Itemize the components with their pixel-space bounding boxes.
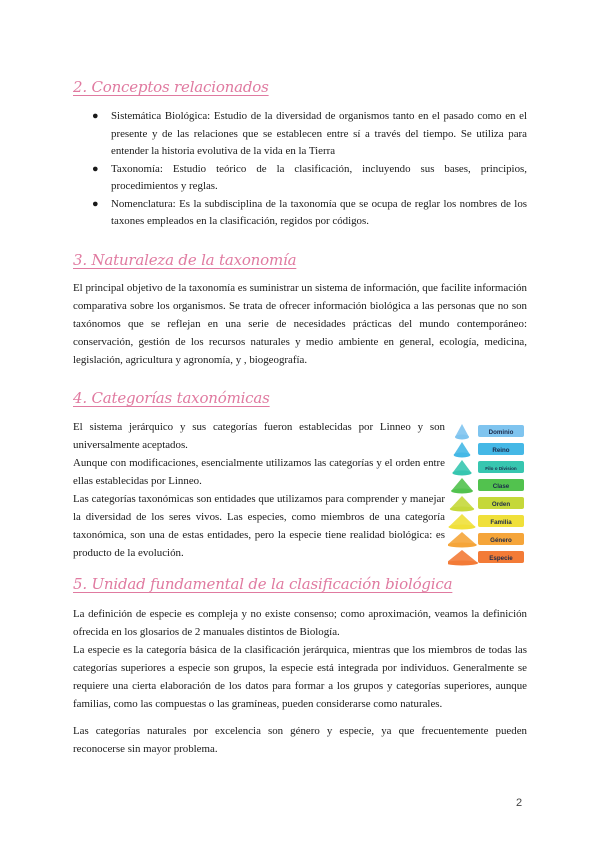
pyramid-label: Clase <box>492 483 510 490</box>
pyramid-layer-base <box>451 489 473 494</box>
concepts-list <box>92 108 527 231</box>
paragraph-unidad-1: La definición de especie es compleja y no existe consenso; como aproximación, veamos la definición ofrecida en los glosarios de 2 manuales distintos de Biología. <box>73 608 527 638</box>
pyramid-label: Género <box>490 537 512 544</box>
pyramid-layer-base <box>448 543 477 548</box>
paragraph-categorias-1: El sistema jerárquico y sus categorías fueron establecidas por Linneo y son universalmente aceptados. <box>73 421 445 451</box>
paragraph-unidad-2: La especie es la categoría básica de la clasificación jerárquica, mientras que los miembros de todas las categorías superiores a especie son grupos, la especie está integrada por individuos. Generalmente se requiere una cierta elaboración de los datos para formar a los grupos y categorías superiores, aunque familias, como las compuestas o las gramíneas, pueden considerarse como naturales. <box>73 644 527 710</box>
paragraph-naturaleza: El principal objetivo de la taxonomía es suministrar un sistema de información, que facilite información comparativa sobre los organismos. Se trata de ofrecer información biológica a las personas que no son taxónomos que se reflejan en una serie de necesidades prácticas del mundo contemporáneo: conservación, gestión de los recursos naturales y medio ambiente en general, ecología, medicina, legislación, agricultura y agronomía, y , biogeografía. <box>73 282 527 366</box>
paragraph-categorias-3: Las categorías taxonómicas son entidades que utilizamos para comprender y manejar la diversidad de los seres vivos. Las especies, como miembros de una categoría taxonómica, son una de estas entidades, pero la especie tiene realidad biológica: es producto de la evolución. <box>73 493 445 559</box>
pyramid-layer-base <box>449 525 476 530</box>
paragraph-categorias-2: Aunque con modificaciones, esencialmente utilizamos las categorías y el orden entre ellas establecidas por Linneo. <box>73 457 445 487</box>
section-title-unidad: 5. Unidad fundamental de la clasificación biológica <box>73 575 453 593</box>
paragraph-unidad-3: Las categorías naturales por excelencia son género y especie, ya que frecuentemente pueden reconocerse sin mayor problema. <box>73 725 527 755</box>
bullet-icon: ● <box>92 110 99 122</box>
section-title-conceptos: 2. Conceptos relacionados <box>73 78 269 96</box>
pyramid-label: Dominio <box>488 429 514 436</box>
bullet-icon: ● <box>92 197 99 210</box>
pyramid-layer-base <box>455 435 469 440</box>
bullet-icon: ● <box>92 162 99 175</box>
list-item: ● Taxonomía: Estudio teórico de la clasificación, incluyendo sus bases, principios, procedimientos y reglas. <box>92 162 527 192</box>
pyramid-label: Orden <box>491 501 511 508</box>
pyramid-label: Especie <box>489 555 513 562</box>
page-number: 2 <box>516 797 523 809</box>
pyramid-label: Familia <box>490 519 512 526</box>
pyramid-label: Reino <box>492 447 510 454</box>
pyramid-layer-base <box>450 507 474 512</box>
section-title-naturaleza: 3. Naturaleza de la taxonomía <box>73 251 297 269</box>
pyramid-layer-base <box>454 453 471 458</box>
list-item: ● Sistemática Biológica: Estudio de la diversidad de organismos tanto en el pasado como en el presente y de las relaciones que se establecen entre sí a través del tiempo. Se utiliza para entender la historia evolutiva de la vida en la Tierra <box>92 110 527 157</box>
pyramid-layer-base <box>452 471 471 476</box>
section-title-categorias: 4. Categorías taxonómicas <box>73 389 270 407</box>
list-item: ● Nomenclatura: Es la subdisciplina de la taxonomía que se ocupa de reglar los nombres de los taxones empleados en la clasificación, regidos por códigos. <box>92 197 527 227</box>
taxonomy-pyramid-diagram <box>448 420 528 570</box>
pyramid-label: Filo o Division <box>485 466 517 471</box>
